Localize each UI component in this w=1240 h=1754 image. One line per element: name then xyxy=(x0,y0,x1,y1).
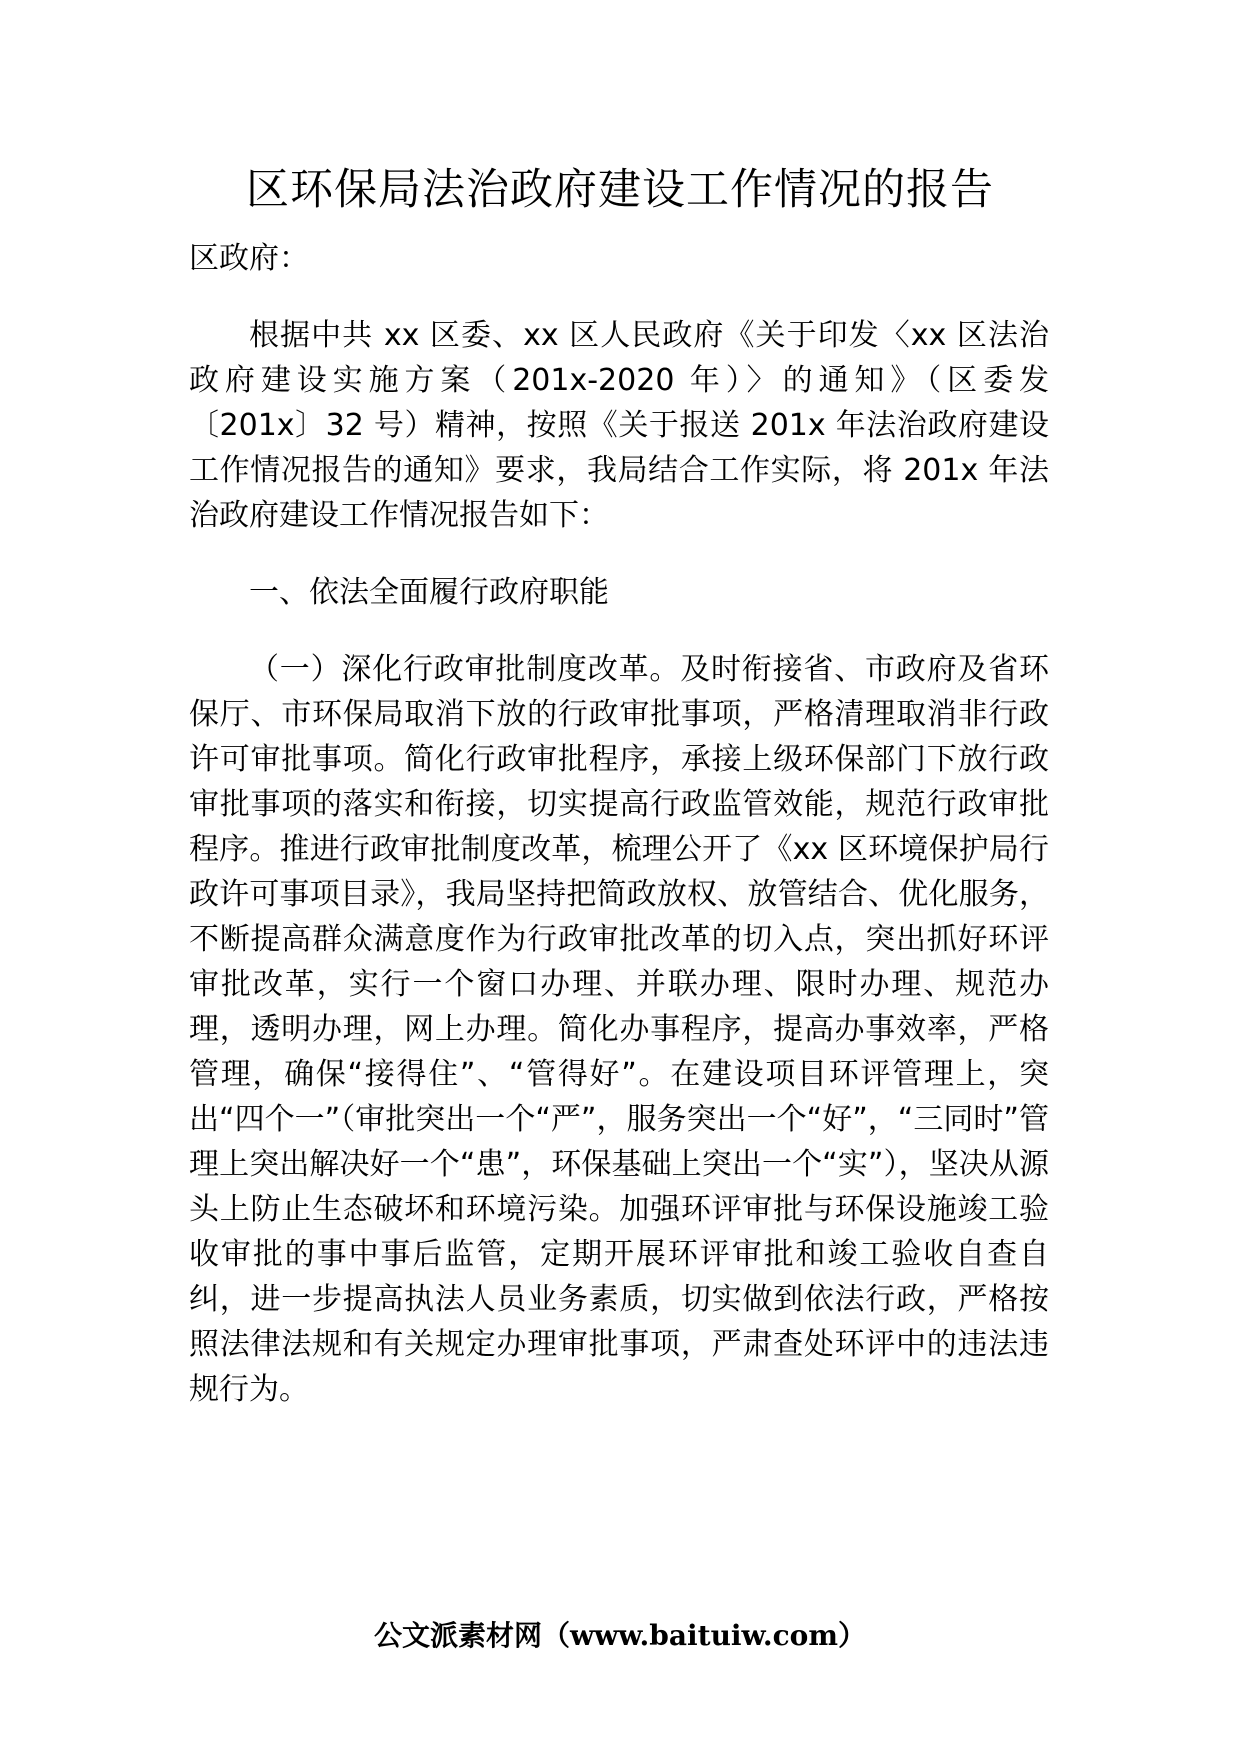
document-title: 区环保局法治政府建设工作情况的报告 xyxy=(246,165,994,215)
footer-source: 公文派素材网（www.baituiw.com） xyxy=(374,1619,866,1652)
salutation: 区政府： xyxy=(189,241,309,276)
section-heading: 一、依法全面履行政府职能 xyxy=(249,575,609,610)
paragraph-intro: 根据中共 xx 区委、xx 区人民政府《关于印发〈xx 区法治政府建设实施方案（201x-2020 年）〉的通知》（区委发〔201x〕32 号）精神，按照《关于报送 201x 年法治政府建设工作情况报告的通知》要求，我局结合工作实际，将 201x 年法治政府建设工作情况报告如下： xyxy=(189,318,1049,533)
paragraph-reform: （一）深化行政审批制度改革。及时衔接省、市政府及省环保厅、市环保局取消下放的行政审批事项，严格清理取消非行政许可审批事项。简化行政审批程序，承接上级环保部门下放行政审批事项的落实和衔接，切实提高行政监管效能，规范行政审批程序。推进行政审批制度改革，梳理公开了《xx 区环境保护局行政许可事项目录》，我局坚持把简政放权、放管结合、优化服务，不断提高群众满意度作为行政审批改革的切入点，突出抓好环评审批改革，实行一个窗口办理、并联办理、限时办理、规范办理，透明办理，网上办理。简化办事程序，提高办事效率，严格管理，确保“接得住”、“管得好”。在建设项目环评管理上，突出“四个一”（审批突出一个“严”，服务突出一个“好”，“三同时”管理上突出解决好一个“患”，环保基础上突出一个“实”），坚决从源头上防止生态破坏和环境污染。加强环评审批与环保设施竣工验收审批的事中事后监管，定期开展环评审批和竣工验收自查自纠，进一步提高执法人员业务素质，切实做到依法行政，严格按照法律法规和有关规定办理审批事项，严肃查处环评中的违法违规行为。 xyxy=(189,652,1049,1407)
document-body xyxy=(189,236,1049,1444)
